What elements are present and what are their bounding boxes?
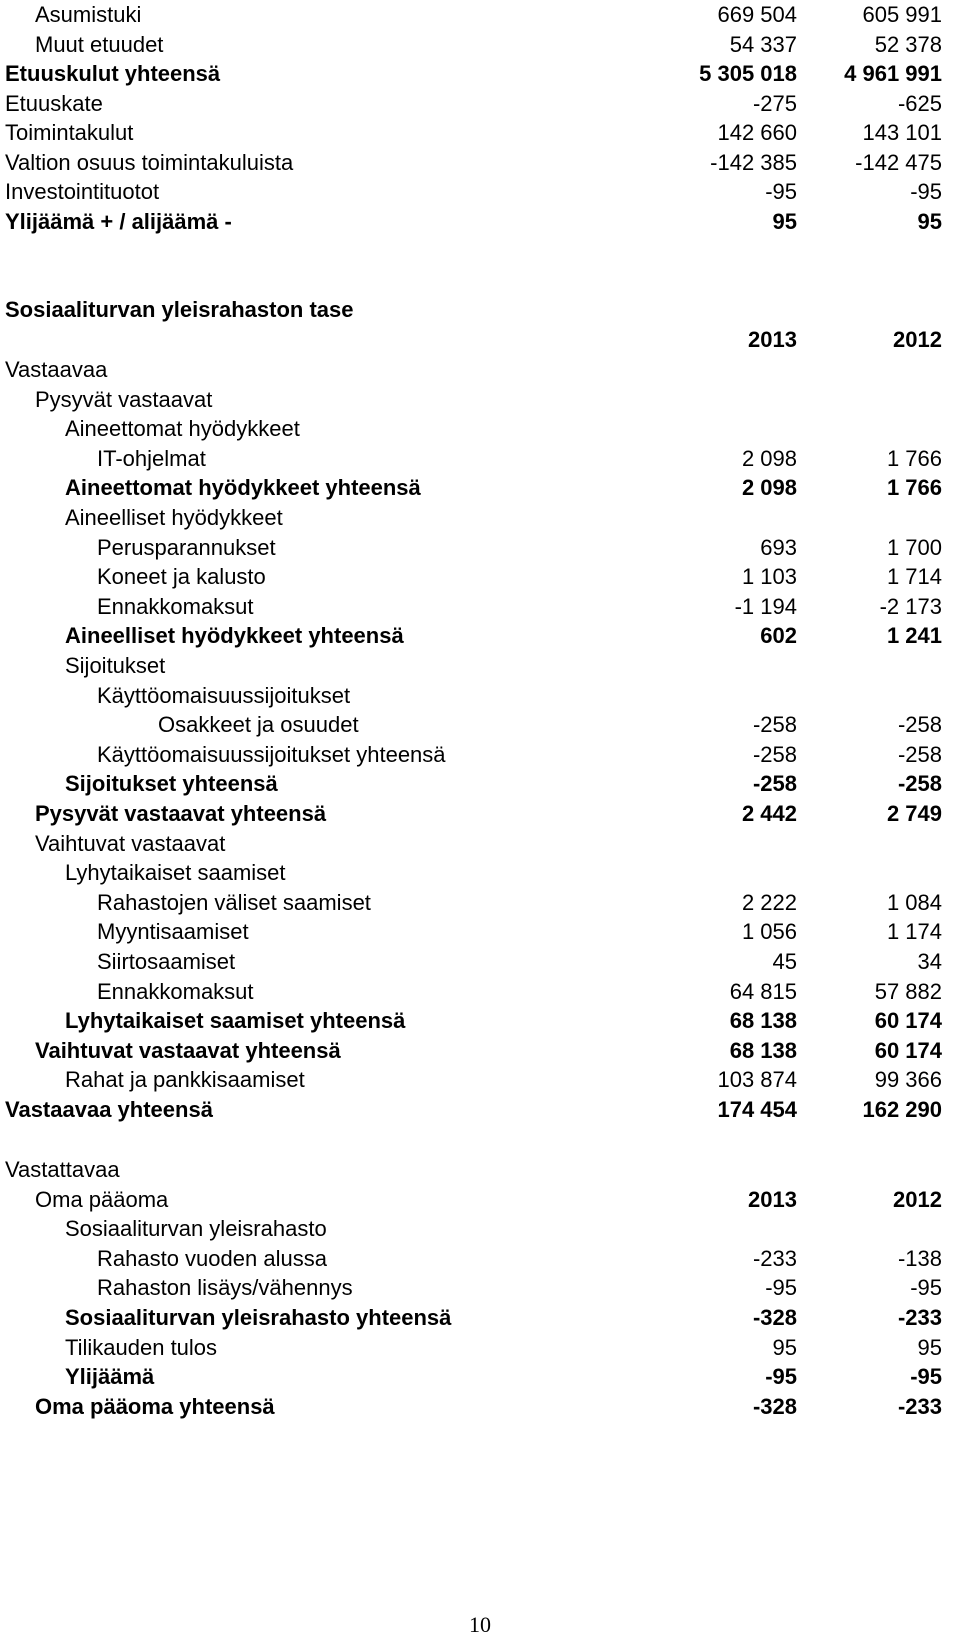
- value-2012: 1 241: [886, 623, 942, 649]
- value-2013: 142 660: [717, 120, 797, 145]
- value-2012: 60 174: [874, 1008, 942, 1034]
- row-label: Ylijäämä: [65, 1364, 155, 1390]
- value-2013: -258: [752, 712, 797, 738]
- table-row: [0, 1036, 960, 1066]
- value-2012: 1 714: [886, 564, 942, 590]
- table-row: [0, 1006, 960, 1036]
- row-label: Vaihtuvat vastaavat: [35, 830, 226, 856]
- table-row: [0, 621, 960, 651]
- value-2013: -95: [765, 1275, 797, 1301]
- value-2013: 95: [772, 208, 797, 234]
- row-label: Ennakkomaksut: [97, 978, 254, 1004]
- row-label: Ennakkomaksut: [97, 593, 254, 619]
- row-label: Rahasto vuoden alussa: [97, 1245, 327, 1271]
- value-2013: -258: [752, 741, 797, 767]
- row-label: Ylijäämä + / alijäämä -: [5, 208, 232, 234]
- table-row: [0, 947, 960, 977]
- row-label: IT-ohjelmat: [97, 445, 206, 471]
- value-2012: -258: [897, 741, 942, 767]
- row-label: Investointituotot: [5, 179, 160, 204]
- row-label: Aineettomat hyödykkeet: [65, 416, 300, 442]
- row-label: Oma pääoma yhteensä: [35, 1393, 275, 1419]
- row-label: Pysyvät vastaavat yhteensä: [35, 801, 327, 826]
- table-row: [0, 30, 960, 60]
- value-2013: -328: [752, 1393, 797, 1419]
- value-2012: 2 749: [886, 801, 942, 826]
- value-2013: -1 194: [734, 593, 797, 619]
- value-2013: 602: [760, 623, 797, 649]
- row-label: Sosiaaliturvan yleisrahasto yhteensä: [65, 1305, 452, 1330]
- table-row: [0, 1065, 960, 1095]
- value-2012: 99 366: [874, 1067, 942, 1093]
- value-2013: 54 337: [729, 31, 797, 57]
- value-2012: 95: [917, 1334, 942, 1360]
- value-2012: 143 101: [862, 120, 942, 145]
- table-row: [0, 1333, 960, 1363]
- row-label: Rahastojen väliset saamiset: [97, 889, 371, 915]
- value-2012: 605 991: [862, 2, 942, 27]
- row-label: Toimintakulut: [5, 120, 134, 145]
- value-2013: 693: [760, 534, 797, 560]
- row-label: Koneet ja kalusto: [97, 564, 266, 590]
- value-2012: -258: [897, 712, 942, 738]
- table-row: [0, 710, 960, 740]
- value-2013: 2 442: [741, 801, 797, 826]
- value-2013: 669 504: [717, 2, 797, 27]
- value-2012: -258: [897, 771, 942, 797]
- table-row: [0, 533, 960, 563]
- table-row: [0, 118, 960, 148]
- value-2012: 52 378: [874, 31, 942, 57]
- balance-title-row: [0, 295, 960, 325]
- value-2012: -95: [910, 1275, 942, 1301]
- row-label: Vastattavaa: [5, 1157, 120, 1182]
- value-2012: -233: [897, 1393, 942, 1419]
- value-2012: 2012: [893, 1186, 942, 1212]
- row-label: Pysyvät vastaavat: [35, 386, 213, 412]
- value-2012: -95: [910, 1364, 942, 1390]
- table-row: [0, 769, 960, 799]
- table-row: [0, 592, 960, 622]
- value-2013: 2 098: [741, 475, 797, 501]
- row-label: Käyttöomaisuussijoitukset yhteensä: [97, 741, 446, 767]
- table-row: [0, 207, 960, 237]
- value-2013: 174 454: [717, 1097, 797, 1122]
- value-2012: -233: [897, 1305, 942, 1330]
- row-label: Rahaston lisäys/vähennys: [97, 1275, 353, 1301]
- value-2013: 5 305 018: [699, 61, 797, 86]
- row-label: Aineelliset hyödykkeet yhteensä: [65, 623, 404, 649]
- page-number: 10: [469, 1612, 491, 1637]
- table-row: [0, 562, 960, 592]
- row-label: Sijoitukset: [65, 653, 166, 678]
- table-row: [0, 414, 960, 444]
- table-row: [0, 0, 960, 30]
- row-label: Aineettomat hyödykkeet yhteensä: [65, 475, 421, 501]
- value-2013: 1 103: [741, 564, 797, 590]
- value-2013: 1 056: [741, 919, 797, 945]
- value-2013: 103 874: [717, 1067, 797, 1093]
- value-2012: 1 766: [886, 445, 942, 471]
- table-row: [0, 977, 960, 1007]
- year-2012-header: 2012: [893, 327, 942, 352]
- value-2012: -625: [897, 90, 942, 116]
- value-2013: 45: [772, 949, 797, 974]
- value-2013: -275: [752, 90, 797, 116]
- table-row: [0, 89, 960, 119]
- row-label: Sijoitukset yhteensä: [65, 771, 278, 797]
- row-label: Myyntisaamiset: [97, 919, 249, 945]
- table-row: [0, 1185, 960, 1215]
- value-2013: -258: [752, 771, 797, 797]
- table-row: [0, 444, 960, 474]
- table-row: [0, 740, 960, 770]
- table-row: [0, 1303, 960, 1333]
- row-label: Etuuskulut yhteensä: [5, 61, 221, 86]
- row-label: Lyhytaikaiset saamiset: [65, 860, 286, 886]
- table-row: [0, 148, 960, 178]
- value-2013: -233: [752, 1245, 797, 1271]
- value-2012: -138: [897, 1245, 942, 1271]
- table-row: [0, 385, 960, 415]
- value-2012: 1 700: [886, 534, 942, 560]
- row-label: Osakkeet ja osuudet: [158, 712, 359, 738]
- value-2012: -95: [910, 179, 942, 204]
- value-2013: -95: [765, 1364, 797, 1390]
- row-label: Asumistuki: [35, 2, 142, 27]
- year-header-row: [0, 325, 960, 355]
- value-2012: 162 290: [862, 1097, 942, 1122]
- table-row: [0, 1392, 960, 1422]
- table-row: [0, 503, 960, 533]
- value-2013: 64 815: [729, 978, 797, 1004]
- value-2013: -95: [765, 179, 797, 204]
- row-label: Perusparannukset: [97, 534, 276, 560]
- row-label: Käyttöomaisuussijoitukset: [97, 682, 351, 708]
- row-label: Vastaavaa: [5, 357, 108, 382]
- row-label: Sosiaaliturvan yleisrahasto: [65, 1216, 327, 1242]
- table-row: [0, 1095, 960, 1125]
- row-label: Siirtosaamiset: [97, 949, 236, 974]
- table-row: [0, 917, 960, 947]
- row-label: Oma pääoma: [35, 1186, 169, 1212]
- table-row: [0, 355, 960, 385]
- value-2013: -328: [752, 1305, 797, 1330]
- row-label: Aineelliset hyödykkeet: [65, 505, 283, 530]
- value-2012: -2 173: [879, 593, 942, 619]
- row-label: Vastaavaa yhteensä: [5, 1097, 213, 1122]
- row-label: Etuuskate: [5, 90, 103, 116]
- balance-title: Sosiaaliturvan yleisrahaston tase: [5, 297, 354, 322]
- row-label: Muut etuudet: [35, 31, 164, 57]
- table-row: [0, 799, 960, 829]
- row-label: Vaihtuvat vastaavat yhteensä: [35, 1037, 341, 1063]
- value-2013: -142 385: [710, 149, 797, 175]
- row-label: Lyhytaikaiset saamiset yhteensä: [65, 1008, 406, 1034]
- table-row: [0, 681, 960, 711]
- year-2013-header: 2013: [748, 327, 797, 352]
- table-row: [0, 651, 960, 681]
- value-2012: 4 961 991: [844, 61, 942, 86]
- value-2012: -142 475: [855, 149, 942, 175]
- table-row: [0, 1155, 960, 1185]
- table-row: [0, 1273, 960, 1303]
- table-row: [0, 888, 960, 918]
- value-2012: 1 766: [886, 475, 942, 501]
- table-row: [0, 59, 960, 89]
- value-2013: 2013: [748, 1186, 797, 1212]
- value-2012: 95: [917, 208, 942, 234]
- value-2012: 34: [917, 949, 942, 974]
- value-2012: 1 084: [886, 889, 942, 915]
- table-row: [0, 858, 960, 888]
- value-2013: 68 138: [729, 1008, 797, 1034]
- row-label: Valtion osuus toimintakuluista: [5, 149, 294, 175]
- table-row: [0, 829, 960, 859]
- table-row: [0, 1362, 960, 1392]
- table-row: [0, 1244, 960, 1274]
- table-row: [0, 1214, 960, 1244]
- row-label: Tilikauden tulos: [65, 1334, 218, 1360]
- table-row: [0, 473, 960, 503]
- table-row: [0, 177, 960, 207]
- value-2013: 2 222: [741, 889, 797, 915]
- row-label: Rahat ja pankkisaamiset: [65, 1067, 305, 1093]
- value-2012: 60 174: [874, 1037, 942, 1063]
- value-2012: 1 174: [886, 919, 942, 945]
- value-2013: 68 138: [729, 1037, 797, 1063]
- value-2013: 95: [772, 1334, 797, 1360]
- value-2012: 57 882: [874, 978, 942, 1004]
- value-2013: 2 098: [741, 445, 797, 471]
